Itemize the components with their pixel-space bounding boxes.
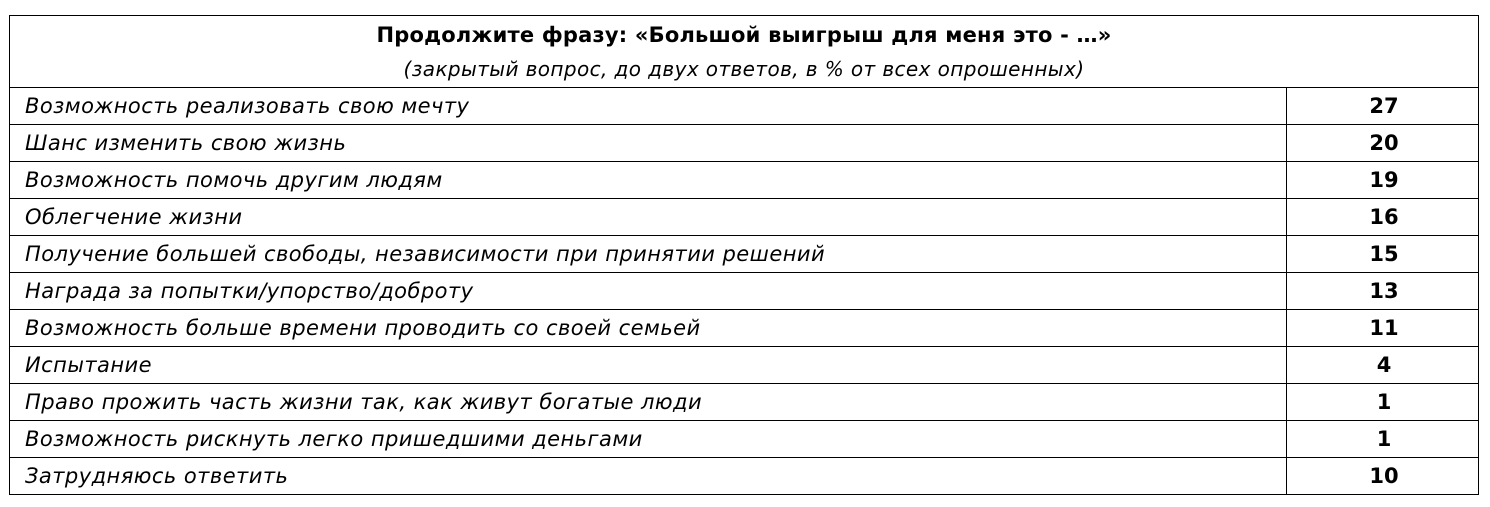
value-cell: 27 <box>1287 88 1479 125</box>
value-cell: 20 <box>1287 125 1479 162</box>
table-row <box>10 125 1479 162</box>
answer-cell: Награда за попытки/упорство/доброту <box>10 273 1287 310</box>
value-cell: 1 <box>1287 384 1479 421</box>
header-row <box>10 16 1479 88</box>
table-row <box>10 347 1479 384</box>
table-row <box>10 273 1479 310</box>
value-cell: 4 <box>1287 347 1479 384</box>
answer-cell: Возможность реализовать свою мечту <box>10 88 1287 125</box>
table-subtitle: (закрытый вопрос, до двух ответов, в % от всех опрошенных) <box>403 56 1085 81</box>
value-cell: 19 <box>1287 162 1479 199</box>
table-row <box>10 310 1479 347</box>
value-cell: 11 <box>1287 310 1479 347</box>
answer-cell: Испытание <box>10 347 1287 384</box>
table-row <box>10 236 1479 273</box>
value-cell: 1 <box>1287 421 1479 458</box>
value-cell: 15 <box>1287 236 1479 273</box>
answer-cell: Возможность помочь другим людям <box>10 162 1287 199</box>
answer-cell: Возможность больше времени проводить со своей семьей <box>10 310 1287 347</box>
value-cell: 16 <box>1287 199 1479 236</box>
table-row <box>10 162 1479 199</box>
answer-cell: Право прожить часть жизни так, как живут богатые люди <box>10 384 1287 421</box>
answer-cell: Получение большей свободы, независимости при принятии решений <box>10 236 1287 273</box>
value-cell: 13 <box>1287 273 1479 310</box>
table-title: Продолжите фразу: «Большой выигрыш для меня это - …» <box>376 22 1112 47</box>
header-cell <box>10 16 1479 88</box>
answer-cell: Шанс изменить свою жизнь <box>10 125 1287 162</box>
table-row <box>10 458 1479 495</box>
value-cell: 10 <box>1287 458 1479 495</box>
answer-cell: Возможность рискнуть легко пришедшими деньгами <box>10 421 1287 458</box>
table-row <box>10 88 1479 125</box>
answer-cell: Облегчение жизни <box>10 199 1287 236</box>
table-row <box>10 199 1479 236</box>
answer-cell: Затрудняюсь ответить <box>10 458 1287 495</box>
table-row <box>10 384 1479 421</box>
survey-table <box>9 15 1479 495</box>
table-row <box>10 421 1479 458</box>
